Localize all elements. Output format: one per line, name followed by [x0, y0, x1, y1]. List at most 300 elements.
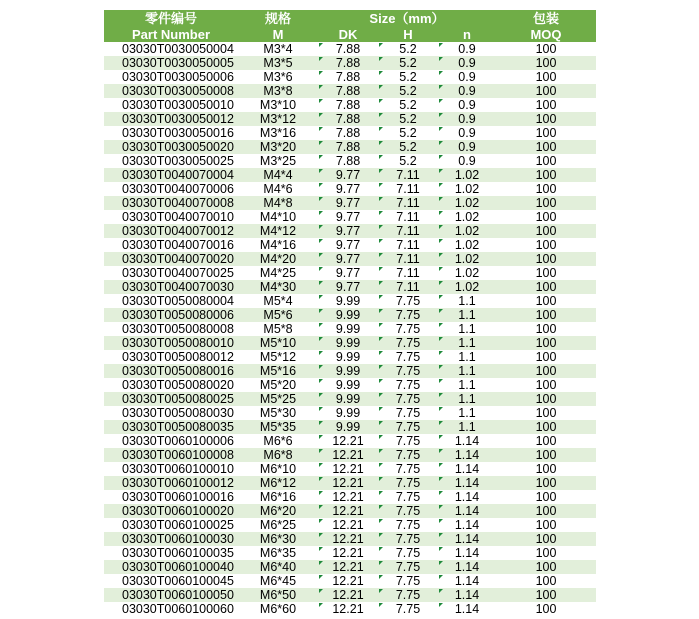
dk-cell: 9.77 — [318, 210, 378, 224]
h-cell: 7.75 — [378, 392, 438, 406]
part-number-cell: 03030T0060100035 — [122, 546, 234, 560]
table-row — [104, 560, 596, 574]
spec-cell: M5*8 — [263, 322, 293, 336]
table-row — [104, 210, 596, 224]
spec-cell: M5*4 — [263, 294, 293, 308]
spec-cell: M4*10 — [259, 210, 297, 224]
h-cell: 5.2 — [378, 98, 438, 112]
table-row — [104, 98, 596, 112]
spec-cell: M3*5 — [238, 56, 318, 70]
dk-cell: 12.21 — [318, 518, 378, 532]
table-row — [104, 476, 596, 490]
spec-cell: M3*10 — [259, 98, 297, 112]
header-moq: MOQ — [496, 27, 596, 42]
n-cell: 1.14 — [438, 588, 496, 602]
dk-cell: 12.21 — [318, 532, 378, 546]
n-cell: 1.02 — [438, 280, 496, 294]
h-cell: 5.2 — [378, 42, 438, 56]
table-row — [104, 112, 596, 126]
moq-cell: 100 — [496, 336, 596, 350]
h-cell: 7.75 — [378, 504, 438, 518]
spec-cell: M5*6 — [238, 308, 318, 322]
n-cell: 1.1 — [438, 308, 496, 322]
table-row — [104, 238, 596, 252]
moq-cell: 100 — [535, 238, 557, 252]
moq-cell: 100 — [535, 434, 557, 448]
n-cell: 1.02 — [438, 266, 496, 280]
moq-cell: 100 — [496, 364, 596, 378]
moq-cell: 100 — [535, 42, 557, 56]
h-cell: 7.11 — [378, 224, 438, 238]
moq-cell: 100 — [535, 182, 557, 196]
moq-cell: 100 — [496, 308, 596, 322]
part-number-cell: 03030T0050080016 — [104, 364, 238, 378]
parts-sheet — [104, 10, 596, 616]
h-cell: 7.11 — [378, 168, 438, 182]
moq-cell: 100 — [535, 462, 557, 476]
moq-cell: 100 — [535, 350, 557, 364]
n-cell: 1.1 — [438, 350, 496, 364]
h-cell: 7.75 — [378, 476, 438, 490]
moq-cell: 100 — [496, 196, 596, 210]
header-size: Size（mm） — [318, 10, 496, 27]
spec-cell: M6*25 — [259, 518, 297, 532]
h-cell: 7.75 — [378, 518, 438, 532]
dk-cell: 12.21 — [318, 476, 378, 490]
dk-cell: 7.88 — [318, 112, 378, 126]
spec-cell: M4*30 — [238, 280, 318, 294]
table-row — [104, 448, 596, 462]
spec-cell: M4*6 — [263, 182, 293, 196]
n-cell: 1.1 — [438, 392, 496, 406]
dk-cell: 12.21 — [318, 448, 378, 462]
dk-cell: 9.77 — [318, 224, 378, 238]
h-cell: 5.2 — [378, 56, 438, 70]
spec-cell: M4*20 — [238, 252, 318, 266]
dk-cell: 7.88 — [318, 140, 378, 154]
h-cell: 7.11 — [378, 210, 438, 224]
moq-cell: 100 — [496, 476, 596, 490]
h-cell: 7.75 — [378, 532, 438, 546]
h-cell: 7.75 — [378, 420, 438, 434]
header-dk: DK — [318, 27, 378, 42]
n-cell: 0.9 — [438, 42, 496, 56]
table-row — [104, 308, 596, 322]
part-number-cell: 03030T0040070020 — [104, 252, 238, 266]
spec-cell: M6*45 — [259, 574, 297, 588]
part-number-cell: 03030T0030050010 — [122, 98, 234, 112]
table-row — [104, 322, 596, 336]
part-number-cell: 03030T0030050025 — [122, 154, 234, 168]
n-cell: 1.14 — [438, 504, 496, 518]
table-row — [104, 406, 596, 420]
h-cell: 7.75 — [378, 434, 438, 448]
part-number-cell: 03030T0060100020 — [104, 504, 238, 518]
moq-cell: 100 — [535, 210, 557, 224]
spec-cell: M6*50 — [238, 588, 318, 602]
header-h: H — [378, 27, 438, 42]
moq-cell: 100 — [535, 490, 557, 504]
spec-cell: M5*12 — [259, 350, 297, 364]
table-row — [104, 546, 596, 560]
spec-cell: M6*10 — [259, 462, 297, 476]
part-number-cell: 03030T0060100006 — [122, 434, 234, 448]
moq-cell: 100 — [535, 406, 557, 420]
n-cell: 1.1 — [438, 294, 496, 308]
h-cell: 7.75 — [378, 378, 438, 392]
n-cell: 0.9 — [438, 84, 496, 98]
h-cell: 7.75 — [378, 336, 438, 350]
moq-cell: 100 — [496, 168, 596, 182]
moq-cell: 100 — [496, 504, 596, 518]
part-number-cell: 03030T0050080030 — [122, 406, 234, 420]
spec-cell: M4*25 — [259, 266, 297, 280]
h-cell: 7.75 — [378, 322, 438, 336]
header-part-number: Part Number — [104, 27, 238, 42]
header-pack-cn: 包装 — [496, 10, 596, 27]
table-row — [104, 140, 596, 154]
moq-cell: 100 — [535, 518, 557, 532]
dk-cell: 12.21 — [318, 434, 378, 448]
part-number-cell: 03030T0060100025 — [122, 518, 234, 532]
table-row — [104, 364, 596, 378]
h-cell: 7.75 — [378, 560, 438, 574]
dk-cell: 9.77 — [318, 196, 378, 210]
part-number-cell: 03030T0050080004 — [122, 294, 234, 308]
n-cell: 1.14 — [438, 476, 496, 490]
n-cell: 1.02 — [438, 238, 496, 252]
dk-cell: 12.21 — [318, 546, 378, 560]
n-cell: 1.14 — [438, 560, 496, 574]
header-part-cn: 零件编号 — [104, 10, 238, 27]
table-row — [104, 588, 596, 602]
dk-cell: 9.99 — [318, 350, 378, 364]
dk-cell: 7.88 — [318, 154, 378, 168]
h-cell: 7.75 — [378, 574, 438, 588]
n-cell: 1.1 — [438, 406, 496, 420]
h-cell: 7.75 — [378, 546, 438, 560]
n-cell: 0.9 — [438, 126, 496, 140]
moq-cell: 100 — [496, 112, 596, 126]
moq-cell: 100 — [496, 84, 596, 98]
moq-cell: 100 — [496, 140, 596, 154]
table-row — [104, 42, 596, 56]
h-cell: 7.75 — [378, 490, 438, 504]
moq-cell: 100 — [496, 252, 596, 266]
spec-cell: M3*6 — [263, 70, 293, 84]
n-cell: 1.14 — [438, 546, 496, 560]
dk-cell: 9.77 — [318, 266, 378, 280]
part-number-cell: 03030T0060100060 — [122, 602, 234, 616]
table-row — [104, 434, 596, 448]
h-cell: 7.11 — [378, 182, 438, 196]
part-number-cell: 03030T0060100030 — [104, 532, 238, 546]
spec-cell: M5*10 — [238, 336, 318, 350]
dk-cell: 12.21 — [318, 490, 378, 504]
n-cell: 1.02 — [438, 196, 496, 210]
table-row — [104, 126, 596, 140]
n-cell: 1.1 — [438, 336, 496, 350]
table-row — [104, 518, 596, 532]
dk-cell: 9.99 — [318, 294, 378, 308]
dk-cell: 7.88 — [318, 70, 378, 84]
table-row — [104, 532, 596, 546]
part-number-cell: 03030T0050080010 — [104, 336, 238, 350]
header-m: M — [238, 27, 318, 42]
spec-cell: M6*12 — [238, 476, 318, 490]
moq-cell: 100 — [535, 266, 557, 280]
moq-cell: 100 — [535, 154, 557, 168]
part-number-cell: 03030T0060100010 — [122, 462, 234, 476]
dk-cell: 9.77 — [318, 168, 378, 182]
spec-cell: M4*4 — [238, 168, 318, 182]
h-cell: 5.2 — [378, 112, 438, 126]
dk-cell: 9.99 — [318, 308, 378, 322]
part-number-cell: 03030T0040070025 — [122, 266, 234, 280]
n-cell: 0.9 — [438, 112, 496, 126]
moq-cell: 100 — [535, 322, 557, 336]
h-cell: 5.2 — [378, 126, 438, 140]
n-cell: 1.1 — [438, 364, 496, 378]
spec-cell: M6*20 — [238, 504, 318, 518]
n-cell: 0.9 — [438, 140, 496, 154]
h-cell: 7.75 — [378, 350, 438, 364]
h-cell: 7.75 — [378, 588, 438, 602]
part-number-cell: 03030T0050080008 — [122, 322, 234, 336]
part-number-cell: 03030T0040070006 — [122, 182, 234, 196]
moq-cell: 100 — [535, 98, 557, 112]
table-row — [104, 182, 596, 196]
h-cell: 7.75 — [378, 406, 438, 420]
spec-cell: M6*16 — [259, 490, 297, 504]
table-row — [104, 294, 596, 308]
h-cell: 5.2 — [378, 70, 438, 84]
dk-cell: 9.99 — [318, 378, 378, 392]
header-spec-cn: 规格 — [238, 10, 318, 27]
h-cell: 7.75 — [378, 448, 438, 462]
part-number-cell: 03030T0030050004 — [122, 42, 234, 56]
part-number-cell: 03030T0040070010 — [122, 210, 234, 224]
moq-cell: 100 — [496, 56, 596, 70]
part-number-cell: 03030T0030050006 — [122, 70, 234, 84]
dk-cell: 12.21 — [318, 602, 378, 616]
spec-cell: M5*30 — [259, 406, 297, 420]
n-cell: 1.14 — [438, 518, 496, 532]
dk-cell: 9.99 — [318, 364, 378, 378]
part-number-cell: 03030T0030050005 — [104, 56, 238, 70]
h-cell: 5.2 — [378, 154, 438, 168]
spec-cell: M3*4 — [263, 42, 293, 56]
h-cell: 7.75 — [378, 308, 438, 322]
header-row-chinese — [104, 10, 596, 27]
dk-cell: 12.21 — [318, 462, 378, 476]
h-cell: 7.75 — [378, 602, 438, 616]
h-cell: 7.11 — [378, 252, 438, 266]
dk-cell: 12.21 — [318, 574, 378, 588]
n-cell: 1.14 — [438, 434, 496, 448]
moq-cell: 100 — [535, 574, 557, 588]
table-row — [104, 602, 596, 616]
n-cell: 0.9 — [438, 98, 496, 112]
header-row-english — [104, 27, 596, 42]
spec-cell: M5*16 — [238, 364, 318, 378]
part-number-cell: 03030T0040070008 — [104, 196, 238, 210]
n-cell: 1.14 — [438, 532, 496, 546]
spec-cell: M4*12 — [238, 224, 318, 238]
moq-cell: 100 — [535, 126, 557, 140]
header-n: n — [438, 27, 496, 42]
moq-cell: 100 — [496, 560, 596, 574]
spec-cell: M6*8 — [238, 448, 318, 462]
table-body — [104, 42, 596, 616]
table-header — [104, 10, 596, 42]
table-row — [104, 420, 596, 434]
n-cell: 1.14 — [438, 462, 496, 476]
table-row — [104, 490, 596, 504]
dk-cell: 7.88 — [318, 98, 378, 112]
table-row — [104, 168, 596, 182]
dk-cell: 9.99 — [318, 420, 378, 434]
n-cell: 1.1 — [438, 378, 496, 392]
part-number-cell: 03030T0030050020 — [104, 140, 238, 154]
table-row — [104, 392, 596, 406]
moq-cell: 100 — [535, 70, 557, 84]
spec-cell: M5*20 — [259, 378, 297, 392]
table-row — [104, 280, 596, 294]
part-number-cell: 03030T0040070016 — [122, 238, 234, 252]
part-number-cell: 03030T0030050016 — [122, 126, 234, 140]
part-number-cell: 03030T0040070004 — [104, 168, 238, 182]
moq-cell: 100 — [535, 602, 557, 616]
part-number-cell: 03030T0050080006 — [104, 308, 238, 322]
moq-cell: 100 — [496, 532, 596, 546]
table-row — [104, 224, 596, 238]
n-cell: 0.9 — [438, 70, 496, 84]
dk-cell: 9.77 — [318, 280, 378, 294]
h-cell: 5.2 — [378, 84, 438, 98]
n-cell: 0.9 — [438, 56, 496, 70]
dk-cell: 9.77 — [318, 182, 378, 196]
part-number-cell: 03030T0060100045 — [122, 574, 234, 588]
part-number-cell: 03030T0030050008 — [104, 84, 238, 98]
n-cell: 1.14 — [438, 448, 496, 462]
h-cell: 5.2 — [378, 140, 438, 154]
dk-cell: 9.99 — [318, 406, 378, 420]
h-cell: 7.11 — [378, 238, 438, 252]
spec-cell: M6*30 — [238, 532, 318, 546]
table-row — [104, 266, 596, 280]
table-row — [104, 350, 596, 364]
table-row — [104, 378, 596, 392]
spec-cell: M4*16 — [259, 238, 297, 252]
part-number-cell: 03030T0060100016 — [122, 490, 234, 504]
table-row — [104, 574, 596, 588]
part-number-cell: 03030T0040070012 — [104, 224, 238, 238]
moq-cell: 100 — [535, 294, 557, 308]
h-cell: 7.11 — [378, 280, 438, 294]
table-row — [104, 196, 596, 210]
dk-cell: 12.21 — [318, 504, 378, 518]
spec-cell: M5*25 — [238, 392, 318, 406]
table-row — [104, 462, 596, 476]
h-cell: 7.75 — [378, 294, 438, 308]
spec-cell: M6*60 — [259, 602, 297, 616]
moq-cell: 100 — [496, 224, 596, 238]
spec-cell: M3*16 — [259, 126, 297, 140]
spec-cell: M6*6 — [263, 434, 293, 448]
spec-cell: M5*35 — [238, 420, 318, 434]
part-number-cell: 03030T0060100040 — [104, 560, 238, 574]
dk-cell: 9.99 — [318, 322, 378, 336]
n-cell: 1.14 — [438, 574, 496, 588]
n-cell: 1.02 — [438, 182, 496, 196]
spec-cell: M3*20 — [238, 140, 318, 154]
part-number-cell: 03030T0050080025 — [104, 392, 238, 406]
h-cell: 7.11 — [378, 196, 438, 210]
h-cell: 7.75 — [378, 364, 438, 378]
moq-cell: 100 — [496, 280, 596, 294]
n-cell: 1.14 — [438, 602, 496, 616]
n-cell: 0.9 — [438, 154, 496, 168]
table-row — [104, 84, 596, 98]
spec-cell: M3*25 — [259, 154, 297, 168]
part-number-cell: 03030T0060100050 — [104, 588, 238, 602]
part-number-cell: 03030T0050080020 — [122, 378, 234, 392]
moq-cell: 100 — [496, 420, 596, 434]
dk-cell: 7.88 — [318, 84, 378, 98]
n-cell: 1.14 — [438, 490, 496, 504]
table-row — [104, 154, 596, 168]
n-cell: 1.02 — [438, 168, 496, 182]
part-number-cell: 03030T0050080012 — [122, 350, 234, 364]
spec-cell: M6*40 — [238, 560, 318, 574]
spec-cell: M3*8 — [238, 84, 318, 98]
parts-table — [104, 10, 596, 616]
moq-cell: 100 — [535, 378, 557, 392]
h-cell: 7.11 — [378, 266, 438, 280]
part-number-cell: 03030T0050080035 — [104, 420, 238, 434]
n-cell: 1.1 — [438, 420, 496, 434]
table-row — [104, 56, 596, 70]
part-number-cell: 03030T0040070030 — [104, 280, 238, 294]
dk-cell: 7.88 — [318, 42, 378, 56]
dk-cell: 12.21 — [318, 588, 378, 602]
moq-cell: 100 — [535, 546, 557, 560]
table-row — [104, 504, 596, 518]
moq-cell: 100 — [496, 588, 596, 602]
n-cell: 1.1 — [438, 322, 496, 336]
n-cell: 1.02 — [438, 224, 496, 238]
dk-cell: 7.88 — [318, 126, 378, 140]
part-number-cell: 03030T0060100012 — [104, 476, 238, 490]
dk-cell: 9.77 — [318, 252, 378, 266]
h-cell: 7.75 — [378, 462, 438, 476]
table-row — [104, 336, 596, 350]
part-number-cell: 03030T0030050012 — [104, 112, 238, 126]
part-number-cell: 03030T0060100008 — [104, 448, 238, 462]
moq-cell: 100 — [496, 448, 596, 462]
table-row — [104, 252, 596, 266]
dk-cell: 7.88 — [318, 56, 378, 70]
n-cell: 1.02 — [438, 252, 496, 266]
n-cell: 1.02 — [438, 210, 496, 224]
moq-cell: 100 — [496, 392, 596, 406]
dk-cell: 9.99 — [318, 336, 378, 350]
dk-cell: 9.77 — [318, 238, 378, 252]
table-row — [104, 70, 596, 84]
spec-cell: M4*8 — [238, 196, 318, 210]
spec-cell: M3*12 — [238, 112, 318, 126]
